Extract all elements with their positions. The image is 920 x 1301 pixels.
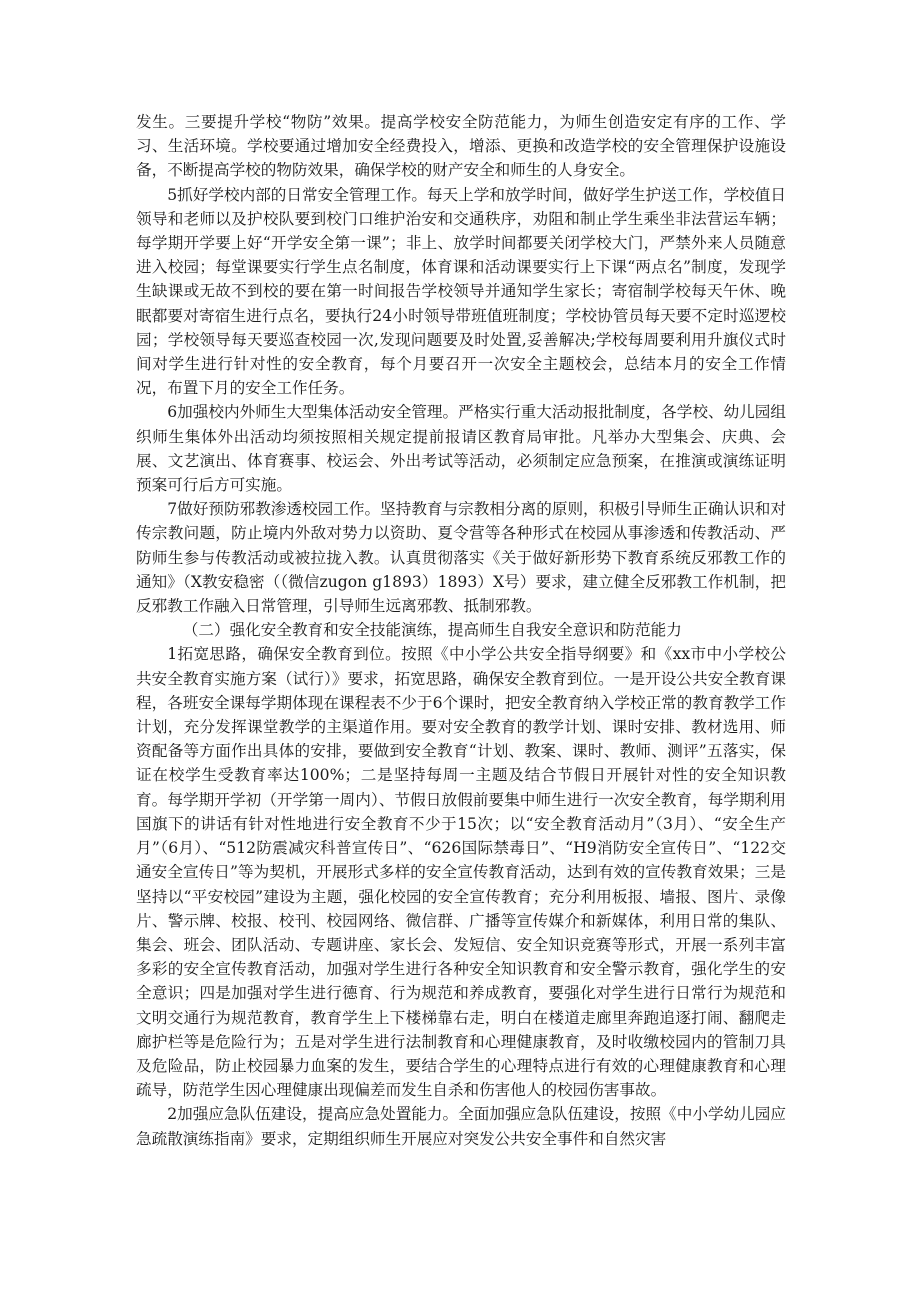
paragraph-item-5: 5抓好学校内部的日常安全管理工作。每天上学和放学时间，做好学生护送工作，学校值日领导和老师以及护校队要到校门口维护治安和交通秩序，劝阻和制止学生乘坐非法营运车辆；每学期开学要上好“开学安全第一课”；非上、放学时间都要关闭学校大门，严禁外来人员随意进入校园；每堂课要实行学生点名制度，体育课和活动课要实行上下课“两点名”制度，发现学生缺课或无故不到校的要在第一时间报告学校领导并通知学生家长；寄宿制学校每天午休、晚眠都要对寄宿生进行点名，要执行24小时领导带班值班制度；学校协管员每天要不定时巡逻校园；学校领导每天要巡查校园一次,发现问题要及时处置,妥善解决;学校每周要利用升旗仪式时间对学生进行针对性的安全教育，每个月要召开一次安全主题校会，总结本月的安全工作情况，布置下月的安全工作任务。 xyxy=(136,185,786,398)
paragraph-continuation: 发生。三要提升学校“物防”效果。提高学校安全防范能力，为师生创造安定有序的工作、学习、生活环境。学校要通过增加安全经费投入，增添、更换和改造学校的安全管理保护设施设备，不断提高学校的物防效果，确保学校的财产安全和师生的人身安全。 xyxy=(136,113,786,180)
section-heading-2: （二）强化安全教育和安全技能演练，提高师生自我安全意识和防范能力 xyxy=(182,621,682,640)
paragraph-item-6: 6加强校内外师生大型集体活动安全管理。严格实行重大活动报批制度，各学校、幼儿园组织师生集体外出活动均须按照相关规定提前报请区教育局审批。凡举办大型集会、庆典、会展、文艺演出、体育赛事、校运会、外出考试等活动，必须制定应急预案，在推演或演练证明预案可行后方可实施。 xyxy=(136,403,786,495)
paragraph-item-2: 2加强应急队伍建设，提高应急处置能力。全面加强应急队伍建设，按照《中小学幼儿园应急疏散演练指南》要求，定期组织师生开展应对突发公共安全事件和自然灾害 xyxy=(136,1105,786,1148)
document-body xyxy=(136,110,786,1151)
paragraph-item-7: 7做好预防邪教渗透校园工作。坚持教育与宗教相分离的原则，积极引导师生正确认识和对传宗教问题，防止境内外敌对势力以资助、夏令营等各种形式在校园从事渗透和传教活动、严防师生参与传教活动或被拉拢入教。认真贯彻落实《关于做好新形势下教育系统反邪教工作的通知》（X教安稳密（（微信zugon g1893）1893）X号）要求，建立健全反邪教工作机制，把反邪教工作融入日常管理，引导师生远离邪教、抵制邪教。 xyxy=(136,500,786,616)
paragraph-item-1: 1拓宽思路，确保安全教育到位。按照《中小学公共安全指导纲要》和《xx市中小学校公共安全教育实施方案（试行）》要求，拓宽思路，确保安全教育到位。一是开设公共安全教育课程，各班安全课每学期体现在课程表不少于6个课时，把安全教育纳入学校正常的教育教学工作计划，充分发挥课堂教学的主渠道作用。要对安全教育的教学计划、课时安排、教材选用、师资配备等方面作出具体的安排，要做到安全教育“计划、教案、课时、教师、测评”五落实，保证在校学生受教育率达100%；二是坚持每周一主题及结合节假日开展针对性的安全知识教育。每学期开学初（开学第一周内）、节假日放假前要集中师生进行一次安全教育，每学期利用国旗下的讲话有针对性地进行安全教育不少于15次；以“安全教育活动月”（3月）、“安全生产月”（6月）、“512防震减灾科普宣传日”、“626国际禁毒日”、“H9消防安全宣传日”、“122交通安全宣传日”等为契机，开展形式多样的安全宣传教育活动，达到有效的宣传教育效果；三是坚持以“平安校园”建设为主题，强化校园的安全宣传教育；充分利用板报、墙报、图片、录像片、警示牌、校报、校刊、校园网络、微信群、广播等宣传媒介和新媒体，利用日常的集队、集会、班会、团队活动、专题讲座、家长会、发短信、安全知识竞赛等形式，开展一系列丰富多彩的安全宣传教育活动，加强对学生进行各种安全知识教育和安全警示教育，强化学生的安全意识；四是加强对学生进行德育、行为规范和养成教育，要强化对学生进行日常行为规范和文明交通行为规范教育，教育学生上下楼梯靠右走，明白在楼道走廊里奔跑追逐打闹、翻爬走廊护栏等是危险行为；五是对学生进行法制教育和心理健康教育，及时收缴校园内的管制刀具及危险品，防止校园暴力血案的发生，要结合学生的心理特点进行有效的心理健康教育和心理疏导，防范学生因心理健康出现偏差而发生自杀和伤害他人的校园伤害事故。 xyxy=(136,645,786,1100)
